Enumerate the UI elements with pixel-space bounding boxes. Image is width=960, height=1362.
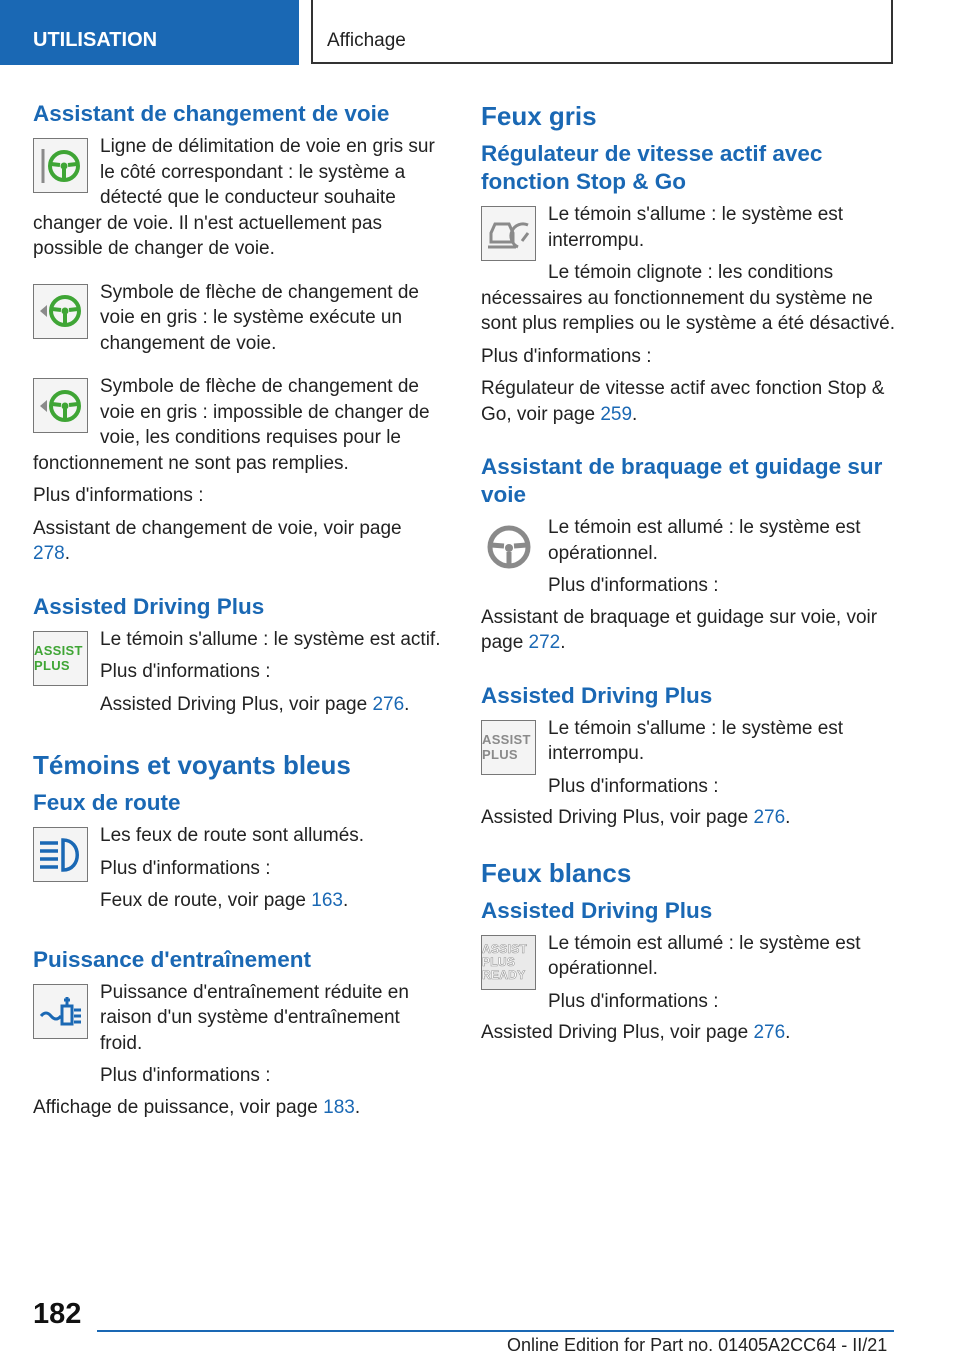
adp-white-reference: Assisted Driving Plus, voir page 276. — [481, 1022, 791, 1043]
acc-item — [481, 202, 896, 337]
high-beam-item — [33, 823, 443, 914]
lane-reference: Assistant de changement de voie, voir page 278. — [33, 517, 402, 564]
adp-more-info: Plus d'informations : — [100, 661, 271, 682]
heading-lane-change: Assistant de changement de voie — [33, 101, 390, 126]
assist-plus-grey-label: ASSIST PLUS — [482, 732, 531, 762]
acc-reference: Régulateur de vitesse actif avec fonction Stop & Go, voir page 259. — [481, 378, 885, 425]
page-link-278[interactable]: 278 — [33, 543, 65, 564]
right-column — [481, 100, 896, 1046]
lane-change-arrow-icon — [33, 378, 88, 433]
high-beam-text: Les feux de route sont allumés. — [100, 825, 365, 846]
high-beam-more-info: Plus d'informations : — [100, 857, 271, 879]
lane-item-1 — [33, 134, 443, 262]
acc-text-2: Le témoin clignote : les conditions nécessaires au fonctionnement du système ne sont plus remplies ou le système a été désactivé. — [481, 262, 895, 334]
drive-power-reference: Affichage de puissance, voir page 183. — [33, 1096, 361, 1118]
lane-text-1: Ligne de délimitation de voie en gris sur le côté correspondant : le système a détecté que le conducteur souhaite changer de voie. Il n'est actuellement pas possible de changer de voie. — [33, 136, 435, 259]
assist-plus-icon-label: ASSIST PLUS — [34, 643, 83, 673]
steering-wheel-lane-icon — [33, 138, 88, 193]
header-section-label: UTILISATION — [33, 29, 158, 51]
lane-change-arrow-icon — [33, 284, 88, 339]
assist-plus-icon — [33, 631, 88, 686]
steer-text: Le témoin est allumé : le système est opérationnel. — [548, 517, 861, 564]
high-beam-icon — [33, 827, 88, 882]
adp-item — [33, 627, 443, 718]
lane-item-2 — [33, 280, 443, 357]
page-number: 182 — [33, 1298, 82, 1330]
high-beam-reference: Feux de route, voir page 163. — [100, 890, 349, 911]
footer-divider — [97, 1330, 894, 1332]
heading-drive-power: Puissance d'entraînement — [33, 946, 311, 972]
steer-reference: Assistant de braquage et guidage sur voie, voir page 272. — [481, 606, 878, 653]
page-link-163[interactable]: 163 — [311, 890, 343, 911]
page-link-276[interactable]: 276 — [753, 807, 786, 828]
page-link-272[interactable]: 272 — [528, 632, 561, 653]
lane-more-info: Plus d'informations : — [33, 485, 204, 506]
heading-acc-stop-go: Régulateur de vitesse actif avec fonction Stop & Go — [481, 141, 823, 194]
steering-assist-icon — [481, 519, 536, 574]
adp-text: Le témoin s'allume : le système est actif. — [100, 628, 441, 650]
adp-white-text: Le témoin est allumé : le système est opérationnel. — [548, 932, 861, 979]
drive-power-more-info: Plus d'informations : — [100, 1065, 271, 1086]
adp-white-more-info: Plus d'informations : — [548, 990, 719, 1012]
heading-high-beam: Feux de route — [33, 790, 181, 815]
page-link-259[interactable]: 259 — [600, 403, 633, 425]
heading-grey-lights: Feux gris — [481, 101, 597, 131]
acc-text-1: Le témoin s'allume : le système est interrompu. — [548, 204, 844, 251]
header-section-tab — [0, 0, 299, 65]
heading-white-lights: Feux blancs — [481, 857, 632, 888]
page-link-183[interactable]: 183 — [323, 1096, 355, 1118]
page-link-276[interactable]: 276 — [372, 693, 405, 715]
drive-power-item — [33, 980, 443, 1089]
page-link-276[interactable]: 276 — [753, 1022, 786, 1043]
assist-plus-icon — [481, 720, 536, 775]
heading-assisted-driving-plus: Assisted Driving Plus — [33, 593, 265, 619]
drive-power-icon — [33, 984, 88, 1039]
header-chapter-box — [311, 0, 893, 64]
acc-more-info: Plus d'informations : — [481, 345, 652, 367]
lane-item-3 — [33, 374, 443, 476]
adp-white-item — [481, 931, 896, 1015]
heading-assisted-driving-plus-grey: Assisted Driving Plus — [481, 682, 713, 708]
adp-grey-more-info: Plus d'informations : — [548, 775, 719, 797]
adp-grey-reference: Assisted Driving Plus, voir page 276. — [481, 807, 791, 828]
assist-plus-ready-label: ASSIST PLUS READY — [482, 941, 528, 982]
heading-blue-indicators: Témoins et voyants bleus — [33, 750, 351, 780]
heading-steering-assist: Assistant de braquage et guidage sur voie — [481, 454, 883, 507]
footer-edition: Online Edition for Part no. 01405A2CC64 - II/21 — [507, 1335, 888, 1355]
adp-grey-text: Le témoin s'allume : le système est interrompu. — [548, 717, 844, 764]
left-column — [33, 100, 443, 1120]
steer-item — [481, 515, 896, 599]
lane-text-3: Symbole de flèche de changement de voie en gris : impossible de changer de voie, les conditions requises pour le fonctionnement ne sont pas remplies. — [33, 376, 430, 474]
lane-text-2: Symbole de flèche de changement de voie en gris : le système exécute un changement de voie. — [100, 281, 419, 354]
adp-grey-item — [481, 716, 896, 800]
assist-plus-ready-icon — [481, 935, 536, 990]
heading-assisted-driving-plus-white: Assisted Driving Plus — [481, 897, 713, 923]
adp-reference: Assisted Driving Plus, voir page 276. — [100, 693, 410, 715]
steer-more-info: Plus d'informations : — [548, 575, 719, 596]
drive-power-text: Puissance d'entraînement réduite en raison d'un système d'entraînement froid. — [100, 981, 409, 1054]
acc-stop-go-icon — [481, 206, 536, 261]
header-chapter-label: Affichage — [327, 30, 406, 51]
